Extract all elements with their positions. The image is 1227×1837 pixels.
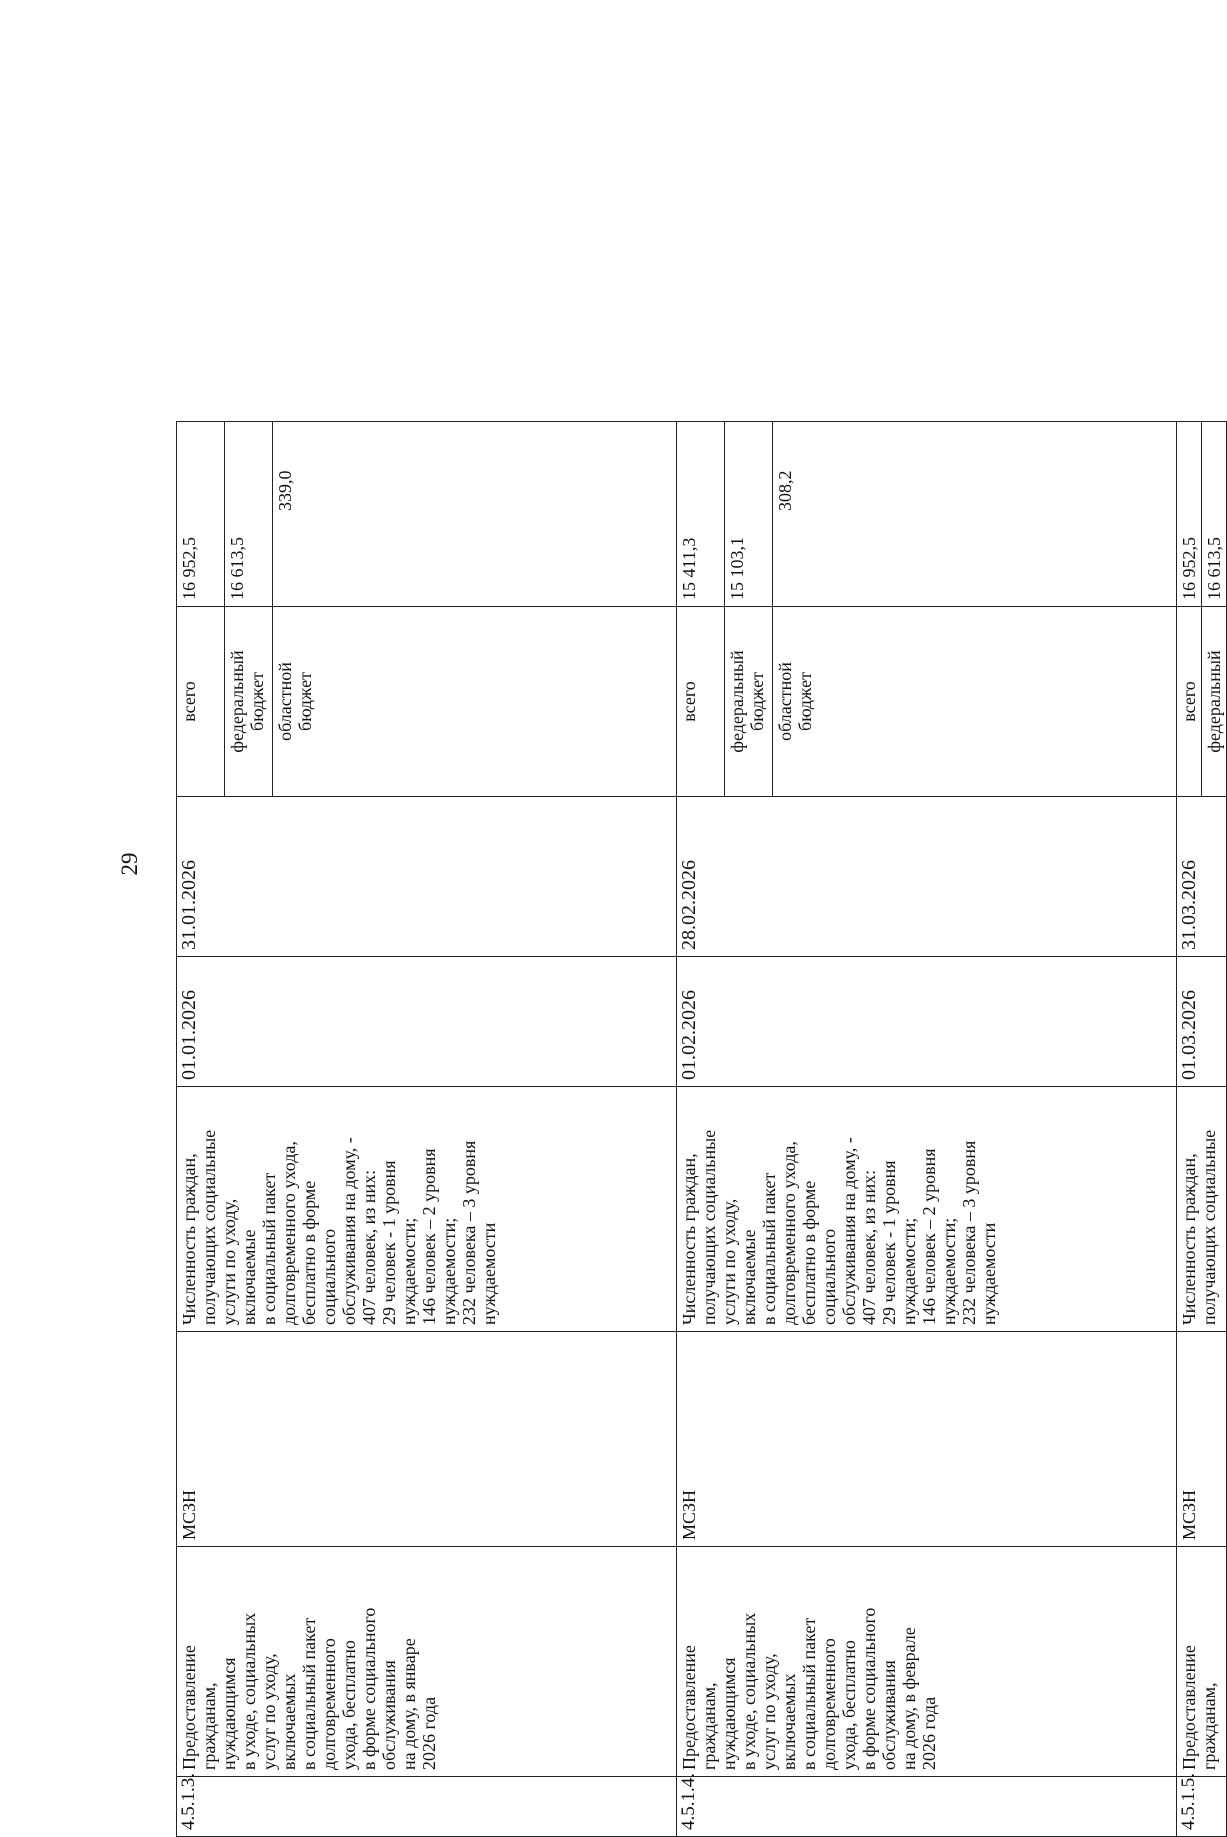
indicator-text: Численность граждан, получающих социальные: [1177, 1087, 1227, 1332]
row-number: 4.5.1.5.: [1177, 1777, 1227, 1837]
measure-name: Предоставление гражданам, нуждающимся в уходе, социальных услуг по уходу, включаемых в социальный пакет долговременного ухода, бесплатно в форме социального обслуживания на дому, в феврале 2026 года: [677, 1547, 1177, 1777]
start-date: 01.01.2026: [177, 957, 677, 1087]
funding-source: федеральный: [1202, 607, 1227, 797]
end-date: 28.02.2026: [677, 797, 1177, 957]
measure-name: Предоставление гражданам,: [1177, 1547, 1227, 1777]
funding-source: областной бюджет: [773, 607, 1177, 797]
funding-source: федеральный бюджет: [225, 607, 273, 797]
funding-source: всего: [1177, 607, 1202, 797]
start-date: 01.02.2026: [677, 957, 1177, 1087]
funding-amount: 16 952,5: [177, 422, 225, 607]
rotated-table-container: [176, 422, 1224, 1837]
funding-source: всего: [677, 607, 725, 797]
measures-table: [176, 421, 1227, 1837]
responsible-org: МСЗН: [177, 1332, 677, 1547]
measure-name: Предоставление гражданам, нуждающимся в уходе, социальных услуг по уходу, включаемых в социальный пакет долговременного ухода, бесплатно в форме социального обслуживания на дому, в январе 2026 года: [177, 1547, 677, 1777]
funding-amount: 16 613,5: [225, 422, 273, 607]
row-number: 4.5.1.3.: [177, 1777, 677, 1837]
row-number: 4.5.1.4.: [677, 1777, 1177, 1837]
indicator-text: Численность граждан, получающих социальные услуги по уходу, включаемые в социальный пакет долговременного ухода, бесплатно в форме социального обслуживания на дому, - 407 человек, из них: 29 человек - 1 уровня нуждаемости; 146 человек – 2 уровня нуждаемости; 232 человека – 3 уровня нуждаемости: [677, 1087, 1177, 1332]
funding-amount: 339,0: [273, 422, 677, 607]
funding-source: всего: [177, 607, 225, 797]
funding-amount: 15 411,3: [677, 422, 725, 607]
funding-source: областной бюджет: [273, 607, 677, 797]
start-date: 01.03.2026: [1177, 957, 1227, 1087]
end-date: 31.01.2026: [177, 797, 677, 957]
table-row: [1177, 422, 1202, 1837]
end-date: 31.03.2026: [1177, 797, 1227, 957]
funding-source: федеральный бюджет: [725, 607, 773, 797]
table-row: [677, 422, 725, 1837]
indicator-text: Численность граждан, получающих социальные услуги по уходу, включаемые в социальный пакет долговременного ухода, бесплатно в форме социального обслуживания на дому, - 407 человек, из них: 29 человек - 1 уровня нуждаемости; 146 человек – 2 уровня нуждаемости; 232 человека – 3 уровня нуждаемости: [177, 1087, 677, 1332]
table-row: [177, 422, 225, 1837]
funding-amount: 16 613,5: [1202, 422, 1227, 607]
page-number: 29: [117, 852, 142, 876]
responsible-org: МСЗН: [1177, 1332, 1227, 1547]
responsible-org: МСЗН: [677, 1332, 1177, 1547]
funding-amount: 16 952,5: [1177, 422, 1202, 607]
funding-amount: 15 103,1: [725, 422, 773, 607]
funding-amount: 308,2: [773, 422, 1177, 607]
